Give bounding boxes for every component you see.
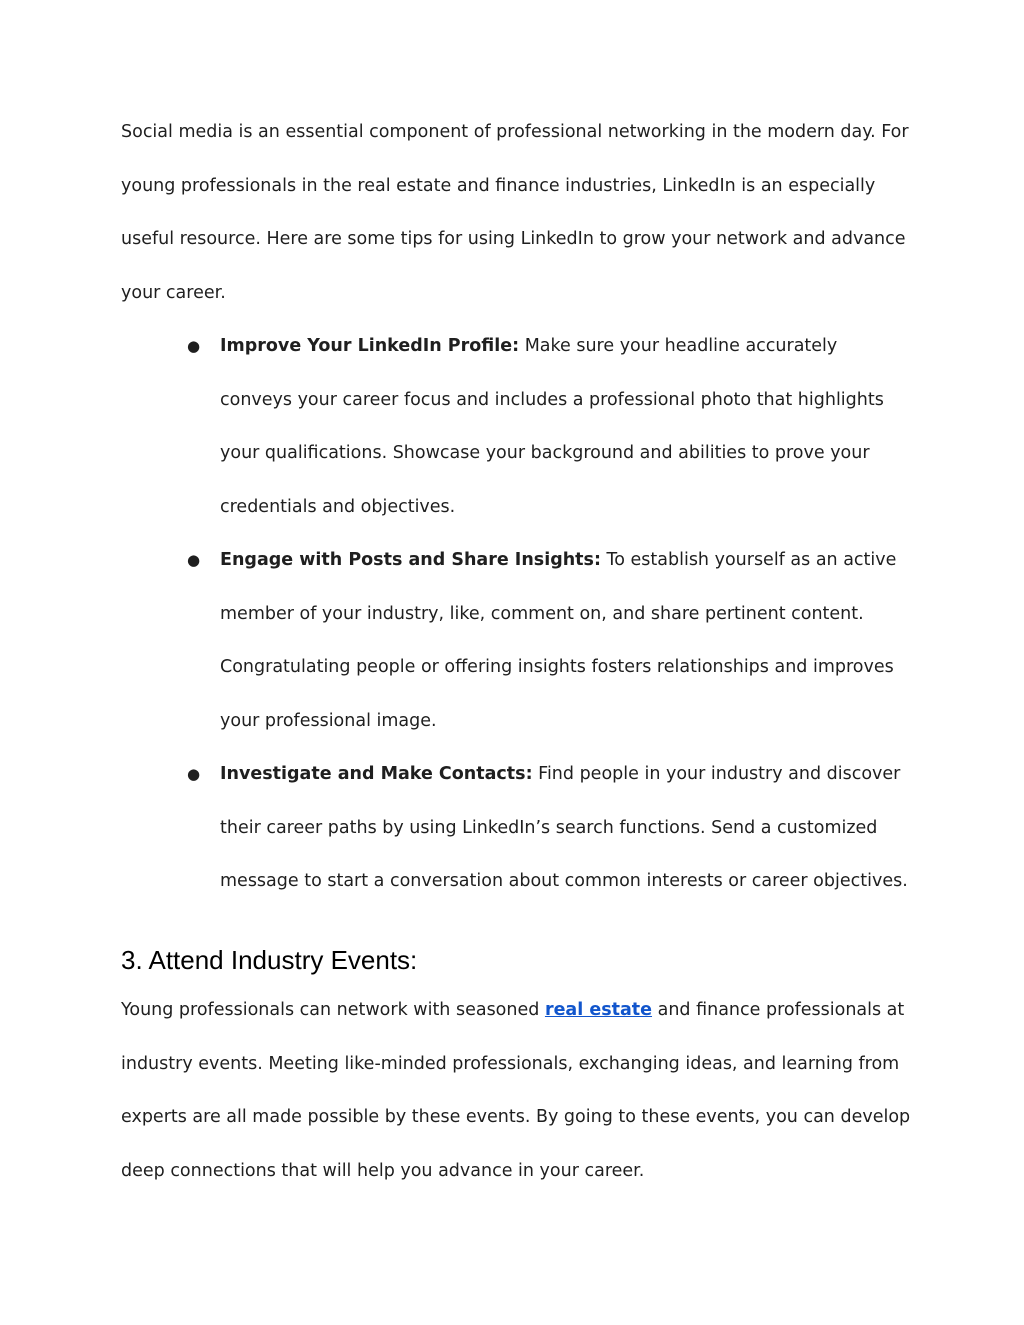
tip-body: Make sure your headline accurately conveys your career focus and includes a professional photo that highlights your qualifications. Showcase your background and abilities to prove your credentials and objectives. [220,336,884,517]
paragraph-text: Young professionals can network with seasoned [121,1000,545,1020]
tip-title: Improve Your LinkedIn Profile: [220,336,520,356]
tip-body: To establish yourself as an active member of your industry, like, comment on, and share pertinent content. Congratulating people or offering insights fosters relationships and improves your professional image. [220,550,897,731]
tip-title: Investigate and Make Contacts: [220,764,533,784]
bullet-icon: ● [187,337,201,355]
bullet-icon: ● [187,551,201,569]
bullet-icon: ● [187,765,201,783]
paragraph-text: and finance professionals at industry events. Meeting like-minded professionals, exchanging ideas, and learning from experts are all made possible by these events. By going to these events, you can develop deep connections that will help you advance in your career. [121,1000,911,1181]
list-item [187,320,910,534]
list-item [187,534,910,748]
section-heading: 3. Attend Industry Events: [121,945,418,975]
intro-paragraph: Social media is an essential component of professional networking in the modern day. For young professionals in the real estate and finance industries, LinkedIn is an especially useful resource. Here are some tips for using LinkedIn to grow your network and advance your career. [121,122,909,303]
tip-title: Engage with Posts and Share Insights: [220,550,601,570]
real-estate-link[interactable]: real estate [544,1000,653,1020]
section-paragraph [121,984,911,1198]
list-item [187,748,910,909]
tip-body: Find people in your industry and discover their career paths by using LinkedIn’s search functions. Send a customized message to start a conversation about common interests or career objectives. [220,764,908,891]
linkedin-tips-list [187,320,910,909]
